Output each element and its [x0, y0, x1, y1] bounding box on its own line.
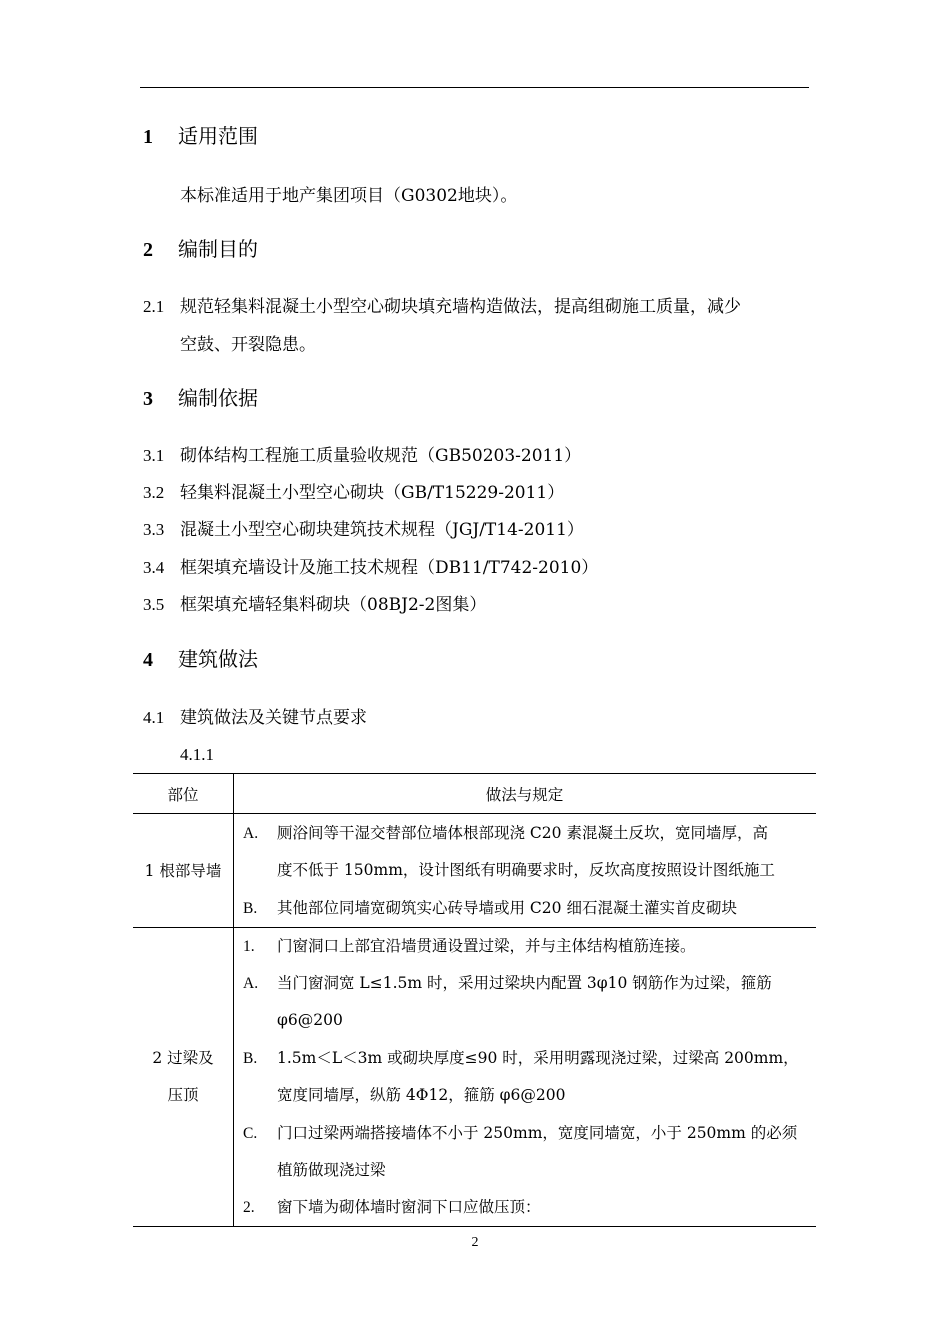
table-row-line: 2. 窗下墙为砌体墙时窗洞下口应做压顶： — [243, 1198, 541, 1216]
section-4-heading: 4 建筑做法 — [143, 647, 258, 671]
table-row-line: 植筋做现浇过梁 — [277, 1161, 386, 1179]
table-row-line: 度不低于 150mm，设计图纸有明确要求时，反坎高度按照设计图纸施工 — [277, 861, 775, 879]
reference-item: 3.1 砌体结构工程施工质量验收规范（GB50203-2011） — [143, 446, 582, 466]
section-2-heading: 2 编制目的 — [143, 237, 258, 261]
table-header-method: 做法与规定 — [485, 786, 564, 804]
table-bottom-rule — [133, 1226, 816, 1227]
table-row-line: C. 门口过梁两端搭接墙体不小于 250mm，宽度同墙宽，小于 250mm 的必须 — [243, 1124, 798, 1142]
paragraph-2-1: 2.1 规范轻集料混凝土小型空心砌块填充墙构造做法，提高组砌施工质量，减少 — [143, 297, 741, 317]
section-1-heading: 1 适用范围 — [143, 124, 258, 148]
section-1-body: 本标准适用于地产集团项目（G0302地块）。 — [180, 186, 518, 206]
table-header-rule — [133, 813, 816, 814]
page-number: 2 — [471, 1235, 479, 1250]
reference-item: 3.4 框架填充墙设计及施工技术规程（DB11/T742-2010） — [143, 558, 599, 578]
reference-item: 3.3 混凝土小型空心砌块建筑技术规程（JGJ/T14-2011） — [143, 520, 584, 540]
table-row-line: A. 当门窗洞宽 L≤1.5m 时，采用过梁块内配置 3φ10 钢筋作为过梁，箍筋 — [243, 974, 772, 992]
table-header-part: 部位 — [167, 786, 199, 804]
table-row-line: B. 其他部位同墙宽砌筑实心砖导墙或用 C20 细石混凝土灌实首皮砌块 — [243, 899, 737, 917]
table-row-part: 压顶 — [167, 1086, 199, 1104]
table-row-line: B. 1.5m＜L＜3m 或砌块厚度≤90 时，采用明露现浇过梁，过梁高 200mm， — [243, 1049, 799, 1067]
header-rule — [140, 87, 809, 88]
reference-item: 3.5 框架填充墙轻集料砌块（08BJ2-2图集） — [143, 595, 487, 615]
paragraph-4-1: 4.1 建筑做法及关键节点要求 — [143, 708, 367, 728]
paragraph-2-1-cont: 空鼓、开裂隐患。 — [180, 335, 316, 355]
table-row-line: 宽度同墙厚，纵筋 4Φ12，箍筋 φ6@200 — [277, 1086, 566, 1104]
table-row-line: φ6@200 — [277, 1011, 343, 1029]
table-row-line: A. 厕浴间等干湿交替部位墙体根部现浇 C20 素混凝土反坎，宽同墙厚，高 — [243, 824, 768, 842]
reference-item: 3.2 轻集料混凝土小型空心砌块（GB/T15229-2011） — [143, 483, 565, 503]
subsection-number: 4.1.1 — [180, 745, 214, 764]
construction-table — [133, 773, 816, 1226]
section-3-heading: 3 编制依据 — [143, 386, 258, 410]
table-column-divider — [233, 773, 234, 1226]
table-row-line: 1. 门窗洞口上部宜沿墙贯通设置过梁，并与主体结构植筋连接。 — [243, 937, 696, 955]
table-top-rule — [133, 773, 816, 774]
table-row-part: 2 过梁及 — [152, 1049, 214, 1067]
table-row-rule — [133, 927, 816, 928]
table-row-part: 1 根部导墙 — [144, 862, 222, 880]
